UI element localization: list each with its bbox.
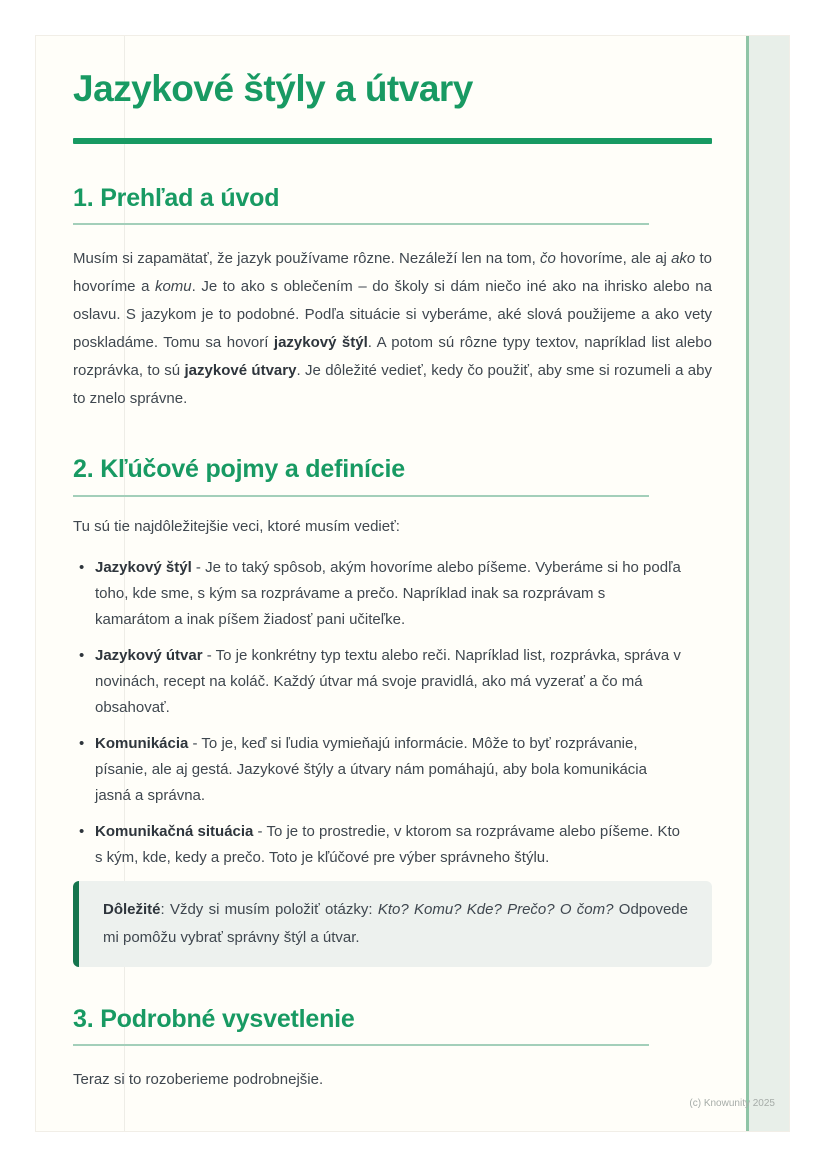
section-detail	[73, 1003, 712, 1095]
section-overview	[73, 182, 712, 414]
page-title: Jazykové štýly a útvary	[73, 68, 473, 109]
list-item-jazykovy-styl: • Jazykový štýl - Je to taký spôsob, akým hovoríme alebo píšeme. Vyberáme si ho podľa toho, kde sme, s kým sa rozprávame a prečo. Napríklad inak sa rozprávam s kamarátom a inak píšem žiadosť pani učiteľke.	[95, 555, 682, 633]
document-page	[35, 35, 790, 1132]
section-2-heading-block	[73, 453, 649, 497]
key-terms-list	[73, 555, 712, 871]
section-1-heading-block	[73, 182, 649, 226]
section-key-terms	[73, 453, 712, 967]
section-3-paragraph: Teraz si to rozoberieme podrobnejšie.	[73, 1071, 324, 1089]
section-2-intro: Tu sú tie najdôležitejšie veci, ktoré musím vedieť:	[73, 517, 400, 535]
section-2-heading: 2. Kľúčové pojmy a definície	[73, 455, 405, 484]
section-3-heading: 3. Podrobné vysvetlenie	[73, 1004, 355, 1033]
section-1-paragraph: Musím si zapamätať, že jazyk používame rôzne. Nezáleží len na tom, čo hovoríme, ale aj ako to hovoríme a komu. Je to ako s oblečením – do školy si dám niečo iné ako na ihrisko alebo na oslavu. S jazykom je to podobné. Podľa situácie si vyberáme, aké slová použijeme a ako vety poskladáme. Tomu sa hovorí jazykový štýl. A potom sú rôzne typy textov, napríklad list alebo rozprávka, to sú jazykové útvary. Je dôležité vedieť, kedy čo použiť, aby sme si rozumeli a aby to znelo správne.	[73, 250, 712, 408]
title-divider	[73, 138, 712, 144]
important-callout	[73, 881, 712, 967]
list-item-komunikacna-situacia: • Komunikačná situácia - To je to prostredie, v ktorom sa rozprávame alebo píšeme. Kto s kým, kde, kedy a prečo. Toto je kľúčové pre výber správneho štýlu.	[95, 819, 682, 871]
list-item-jazykovy-utvar: • Jazykový útvar - To je konkrétny typ textu alebo reči. Napríklad list, rozprávka, správa v novinách, recept na koláč. Každý útvar má svoje pravidlá, ako má vyzerať a čo má obsahovať.	[95, 643, 682, 721]
section-3-heading-block	[73, 1003, 649, 1047]
section-1-heading: 1. Prehľad a úvod	[73, 183, 280, 212]
page-content	[36, 36, 789, 1094]
important-callout-text: Dôležité: Vždy si musím položiť otázky: Kto? Komu? Kde? Prečo? O čom? Odpovede mi pomôžu vybrať správny štýl a útvar.	[103, 900, 688, 946]
copyright-footer: (c) Knowunity 2025	[689, 1098, 775, 1109]
list-item-komunikacia: • Komunikácia - To je, keď si ľudia vymieňajú informácie. Môže to byť rozprávanie, písanie, ale aj gestá. Jazykové štýly a útvary nám pomáhajú, aby bola komunikácia jasná a správna.	[95, 731, 682, 809]
